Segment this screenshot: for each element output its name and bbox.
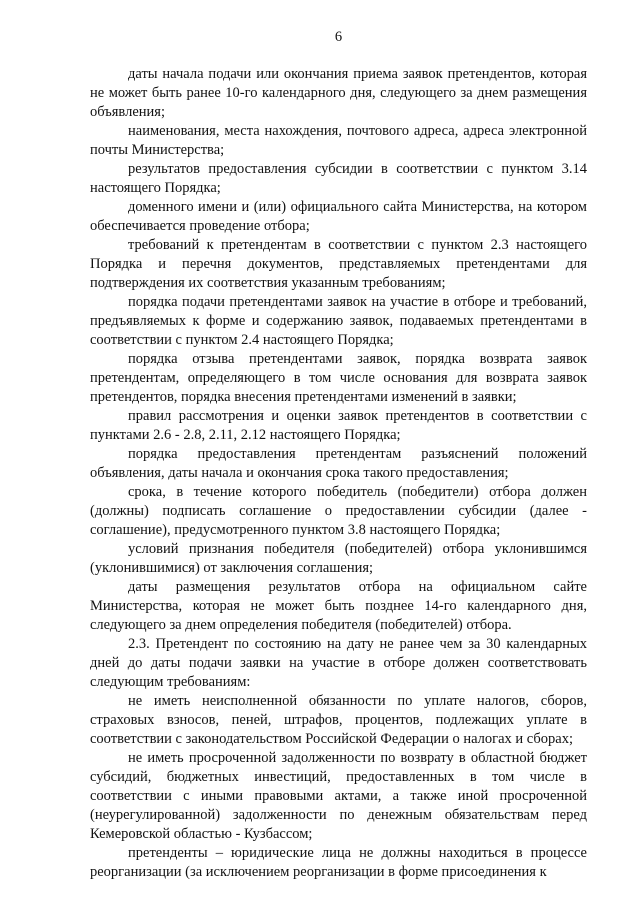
paragraph: правил рассмотрения и оценки заявок претендентов в соответствии с пунктами 2.6 - 2.8, 2.11, 2.12 настоящего Порядка; <box>90 408 587 443</box>
paragraph: 2.3. Претендент по состоянию на дату не ранее чем за 30 календарных дней до даты подачи заявки на участие в отборе должен соответствовать следующим требованиям: <box>90 636 587 690</box>
document-page <box>90 0 587 905</box>
page-number: 6 <box>334 29 343 45</box>
paragraph: требований к претендентам в соответствии с пунктом 2.3 настоящего Порядка и перечня документов, представляемых претендентами для подтверждения их соответствия указанным требованиям; <box>90 237 587 291</box>
paragraph: даты размещения результатов отбора на официальном сайте Министерства, которая не может быть позднее 14-го календарного дня, следующего за днем определения победителя (победителей) отбора. <box>90 579 587 633</box>
paragraph: наименования, места нахождения, почтового адреса, адреса электронной почты Министерства; <box>90 123 587 158</box>
paragraph: условий признания победителя (победителей) отбора уклонившимся (уклонившимися) от заключения соглашения; <box>90 541 587 576</box>
paragraph: порядка предоставления претендентам разъяснений положений объявления, даты начала и окончания срока такого предоставления; <box>90 446 587 481</box>
paragraph: не иметь просроченной задолженности по возврату в областной бюджет субсидий, бюджетных инвестиций, предоставленных в том числе в соответствии с иными правовыми актами, а также иной просроченной (неурегулированной) задолженности по денежным обязательствам перед Кемеровской областью - Кузбассом; <box>90 750 587 842</box>
paragraph: срока, в течение которого победитель (победители) отбора должен (должны) подписать соглашение о предоставлении субсидии (далее - соглашение), предусмотренного пунктом 3.8 настоящего Порядка; <box>90 484 587 538</box>
paragraph: претенденты – юридические лица не должны находиться в процессе реорганизации (за исключением реорганизации в форме присоединения к <box>90 845 587 880</box>
paragraph: не иметь неисполненной обязанности по уплате налогов, сборов, страховых взносов, пеней, штрафов, процентов, подлежащих уплате в соответствии с законодательством Российской Федерации о налогах и сборах; <box>90 693 587 747</box>
paragraph: доменного имени и (или) официального сайта Министерства, на котором обеспечивается проведение отбора; <box>90 199 587 234</box>
document-body <box>90 65 587 882</box>
paragraph: порядка подачи претендентами заявок на участие в отборе и требований, предъявляемых к форме и содержанию заявок, подаваемых претендентами в соответствии с пунктом 2.4 настоящего Порядка; <box>90 294 587 348</box>
paragraph: результатов предоставления субсидии в соответствии с пунктом 3.14 настоящего Порядка; <box>90 161 587 196</box>
paragraph: порядка отзыва претендентами заявок, порядка возврата заявок претендентам, определяющего в том числе основания для возврата заявок претендентов, порядка внесения претендентами изменений в заявки; <box>90 351 587 405</box>
paragraph: даты начала подачи или окончания приема заявок претендентов, которая не может быть ранее 10-го календарного дня, следующего за днем размещения объявления; <box>90 66 587 120</box>
